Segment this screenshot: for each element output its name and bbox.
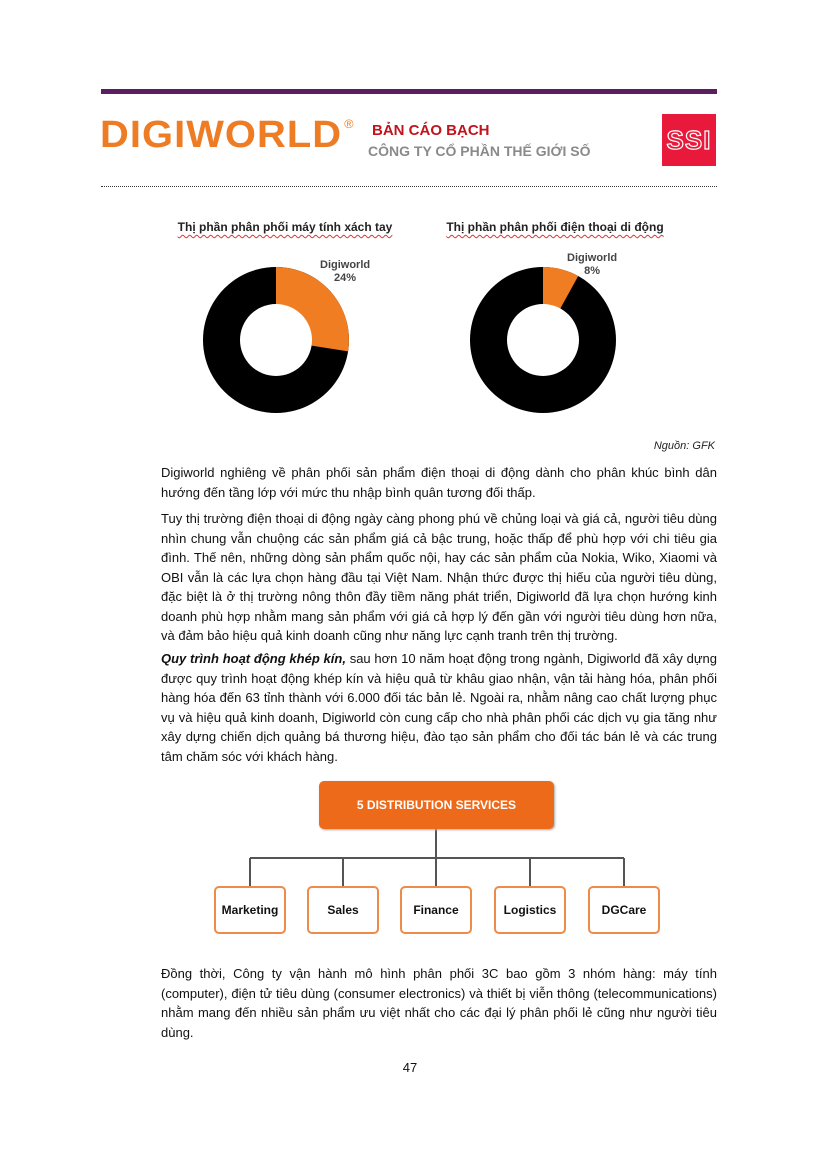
chart-source: Nguồn: GFK [653, 440, 715, 452]
donut-chart-laptop [160, 210, 410, 420]
registered-mark: ® [344, 117, 355, 131]
paragraph-1: Digiworld nghiêng về phân phối sản phẩm điện thoại di động dành cho phân khúc bình dân hướng đến tầng lớp với mức thu nhập bình quân tương đối thấp. [161, 465, 717, 500]
ssi-logo-text: SSI [666, 124, 712, 155]
diagram-node-sales: Sales [307, 886, 379, 934]
laptop-share-chart [160, 210, 410, 420]
paragraph-3-body: sau hơn 10 năm hoạt động trong ngành, Digiworld đã xây dựng được quy trình hoạt động khép kín và hiệu quả từ khâu giao nhận, vận tải hàng hóa, phân phối hàng hóa đến 63 tỉnh thành với 6.000 đối tác bản lẻ. Ngoài ra, nhằm nâng cao chất lượng phục vụ và hiệu quả kinh doanh, Digiworld còn cung cấp cho nhà phân phối các dịch vụ gia tăng như xây dựng chiến dịch quảng bá thương hiệu, đào tạo sản phẩm cho đối tác bán lẻ và các trung tâm chăm sóc với khách hàng. [161, 651, 717, 764]
paragraph-4: Đồng thời, Công ty vận hành mô hình phân phối 3C bao gồm 3 nhóm hàng: máy tính (computer), điện tử tiêu dùng (consumer electronics) và thiết bị viễn thông (telecommunications) nhằm mang đến nhiều sản phẩm ưu việt nhất cho các đại lý phân phối lẻ cũng như người tiêu dùng. [161, 966, 717, 1040]
diagram-node-finance: Finance [400, 886, 472, 934]
diagram-node-logistics: Logistics [494, 886, 566, 934]
logo-text: DIGIWORLD [100, 114, 343, 156]
chart-title: Thị phần phân phối điện thoại di động [446, 220, 664, 234]
header-dotted-rule [101, 186, 717, 187]
diagram-node-marketing: Marketing [214, 886, 286, 934]
phone-share-chart [430, 210, 680, 420]
paragraph-2: Tuy thị trường điện thoại di động ngày càng phong phú về chủng loại và giá cả, người tiêu dùng nhìn chung vẫn chuộng các sản phẩm giá cả bậc trung, hoặc thấp để phù hợp với chi tiêu gia đình. Thế nên, những dòng sản phẩm quốc nội, hay các sản phẩm của Nokia, Wiko, Xiaomi và OBI vẫn là các lựa chọn hàng đầu tại Việt Nam. Nhận thức được thị hiếu của người tiêu dùng, đặc biệt là ở thị trường nông thôn đầy tiềm năng phát triển, Digiworld đã lựa chọn hướng kinh doanh phù hợp nhằm mang sản phẩm với giá cả hợp lý đến gần với người tiêu dùng hơn nữa, và đảm bảo hiệu quả kinh doanh cũng như năng lực cạnh tranh trên thị trường. [161, 511, 717, 643]
header-top-rule [101, 89, 717, 94]
donut-chart-phone [430, 210, 680, 420]
diagram-node-dgcare: DGCare [588, 886, 660, 934]
paragraph-3 [161, 649, 717, 766]
company-name: CÔNG TY CỔ PHẦN THẾ GIỚI SỐ [368, 143, 591, 159]
document-title: BẢN CÁO BẠCH [372, 122, 490, 139]
page-number: 47 [402, 1060, 418, 1075]
chart-annotation: Digiworld 8% [567, 252, 618, 278]
paragraph-3-lead: Quy trình hoạt động khép kín, [161, 651, 346, 666]
distribution-services-diagram [200, 775, 680, 945]
ssi-logo [662, 114, 716, 166]
digiworld-logo [100, 116, 355, 154]
chart-title: Thị phần phân phối máy tính xách tay [177, 220, 393, 234]
chart-annotation: Digiworld 24% [320, 259, 371, 285]
diagram-root-node: 5 DISTRIBUTION SERVICES [319, 781, 554, 829]
